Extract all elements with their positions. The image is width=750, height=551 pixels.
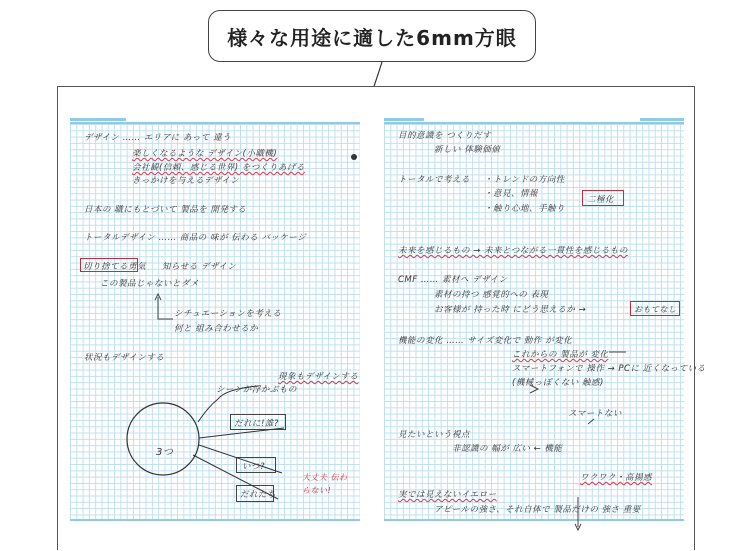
branch-label: いつ? xyxy=(242,462,266,472)
notebook-spread xyxy=(57,86,706,550)
note-line: 状況もデザインする xyxy=(84,353,165,363)
note-line: 知らせる デザイン xyxy=(162,262,237,272)
note-line: デザイン …… エリアに あって 違う xyxy=(84,133,232,143)
note-line: お客様が 持った時 にどう思えるか → xyxy=(434,305,587,315)
note-line: 機能の変化 …… サイズ変化で 動作 が変化 xyxy=(398,336,573,346)
caption-text: 様々な用途に適した6mm方眼 xyxy=(227,25,517,50)
pointer-dot xyxy=(351,154,357,160)
note-line: 素材の持つ 感覚的への 表現 xyxy=(434,290,549,300)
right-page xyxy=(384,122,706,521)
note-line: ・トレンドの方向性 xyxy=(484,175,565,185)
caption-callout xyxy=(208,10,536,62)
branch-label: だれに!誰? xyxy=(234,419,279,429)
note-line: ・意見、情報 xyxy=(484,189,539,199)
top-mark-right xyxy=(384,118,424,121)
circle-label: 3つ xyxy=(156,447,174,458)
note-line: CMF …… 素材へ デザイン xyxy=(398,275,508,285)
note-line: トータルで考える xyxy=(398,175,471,185)
left-page xyxy=(70,122,360,521)
note-line: スマートフォンで 操作 → PCに 近くなっている xyxy=(512,364,706,374)
note-line: 切り捨てる勇気 xyxy=(83,262,147,272)
note-line: シチュエーションを考える xyxy=(174,309,282,319)
note-line: 会社観(信頼、感じる世界) をつくりあげる xyxy=(132,163,305,173)
note-line: 未来を感じるもの → 未来とつながる一貫性を感じるもの xyxy=(398,246,628,256)
note-line: 見たいという視点 xyxy=(398,430,471,440)
note-line: ワクワク・高揚感 xyxy=(580,473,653,483)
note-line: 実では見えないイエロー xyxy=(398,490,497,500)
note-line: 楽しくなるような デザイン(小職機) xyxy=(132,149,278,159)
note-line: 何と 組み合わせるか xyxy=(174,324,259,334)
note-line: 目的意識を つくりだす xyxy=(398,131,492,141)
top-mark-right-end xyxy=(640,118,684,121)
note-line: ・触り心地、手触り xyxy=(484,204,566,214)
note-line: 現象もデザインする xyxy=(278,372,359,382)
note-line: 非認識の 幅が 広い ← 機能 xyxy=(452,444,563,454)
note-line: (機械っぽくない 触感) xyxy=(512,378,604,388)
note-line: 新しい 体験価値 xyxy=(434,145,501,155)
note-line: これからの 製品が 変化 xyxy=(512,350,609,360)
note-line: 日本の 職にもとづいて 製品を 開発する xyxy=(84,205,247,215)
note-line: この製品じゃないとダメ xyxy=(100,279,200,289)
top-mark-left xyxy=(70,118,126,121)
note-line: トータルデザイン …… 商品の 味が 伝わる パッケージ xyxy=(84,233,307,243)
note-line: アピールの強さ、それ自体で 製品だけの 強さ 重要 xyxy=(434,505,641,515)
note-line: きっかけを与えるデザイン xyxy=(132,176,240,186)
note-line: 二極化 xyxy=(587,195,615,205)
branch-label: だれたち xyxy=(240,490,277,500)
branch-label: シーンが浮かぶもの xyxy=(216,385,297,395)
red-note: 大丈夫 伝わらない! xyxy=(302,473,348,495)
note-line: おもてなし xyxy=(634,305,677,314)
note-line: スマートない xyxy=(568,409,622,419)
